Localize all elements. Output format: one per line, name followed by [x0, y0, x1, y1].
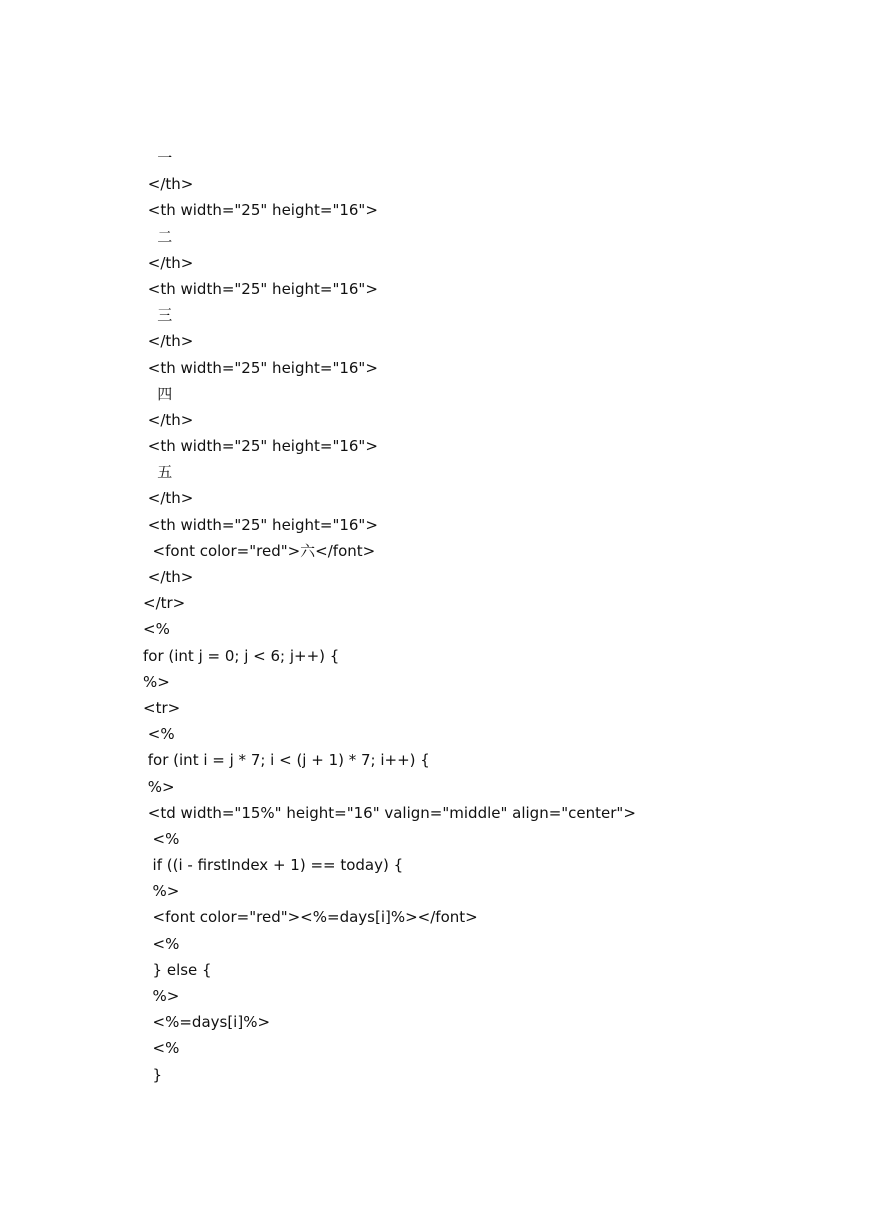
code-line: <%=days[i]%>: [143, 1013, 271, 1032]
code-line: <%: [143, 829, 180, 848]
code-line: <th width="25" height="16">: [143, 437, 378, 456]
code-line: <%: [143, 1039, 180, 1058]
code-line: 三: [143, 306, 173, 325]
code-line: 二: [143, 227, 173, 246]
code-line: </th>: [143, 253, 194, 272]
code-line: for (int j = 0; j < 6; j++) {: [143, 646, 340, 665]
code-line: %>: [143, 672, 170, 691]
code-line: </th>: [143, 568, 194, 586]
code-line: %>: [143, 777, 175, 796]
code-line: <th width="25" height="16">: [143, 515, 378, 534]
code-line: <%: [143, 620, 170, 639]
code-line: </th>: [143, 410, 194, 429]
code-listing: [143, 145, 636, 1088]
code-line: 五: [143, 463, 173, 482]
code-line: for (int i = j * 7; i < (j + 1) * 7; i++) {: [143, 751, 430, 770]
code-line: }: [143, 1065, 163, 1084]
code-line: <font color="red">六</font>: [143, 541, 376, 560]
code-line: if ((i - firstIndex + 1) == today) {: [143, 856, 404, 875]
code-line: %>: [143, 987, 180, 1005]
code-line: </th>: [143, 332, 194, 351]
code-line: <th width="25" height="16">: [143, 201, 378, 220]
code-line: <th width="25" height="16">: [143, 358, 378, 377]
code-line: </th>: [143, 175, 194, 194]
code-line: <%: [143, 725, 175, 744]
code-line: </tr>: [143, 594, 186, 613]
code-line: 一: [143, 149, 173, 167]
code-line: 四: [143, 384, 173, 403]
code-line: } else {: [143, 960, 212, 979]
code-line: <tr>: [143, 698, 181, 717]
code-line: <td width="15%" height="16" valign="middle" align="center">: [143, 803, 636, 822]
code-line: <th width="25" height="16">: [143, 279, 378, 298]
code-line: <%: [143, 934, 180, 953]
code-line: <font color="red"><%=days[i]%></font>: [143, 908, 478, 927]
code-line: </th>: [143, 489, 194, 508]
code-line: %>: [143, 882, 180, 901]
